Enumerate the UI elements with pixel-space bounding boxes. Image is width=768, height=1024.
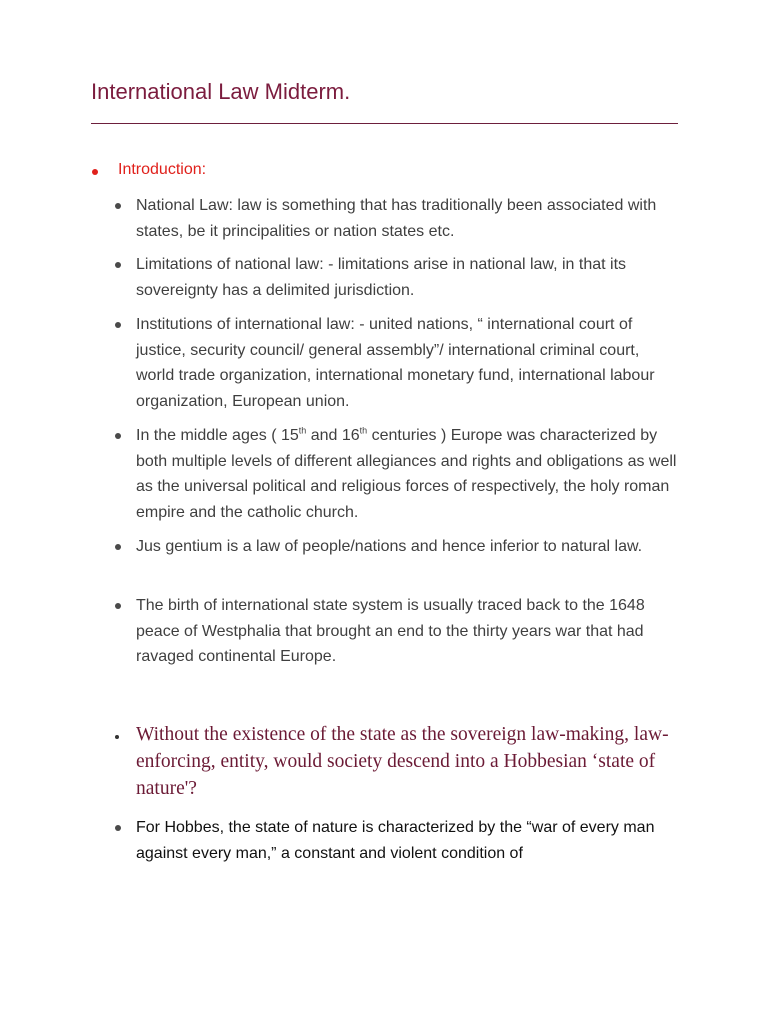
section-heading: Introduction: — [118, 161, 207, 178]
middle-ages-text-b: and 16 — [306, 427, 360, 444]
superscript-th: th — [298, 425, 307, 436]
middle-ages-text-c: centuries ) Europe was characterized by both multiple levels of different allegiances and rights and obligations as well as the universal political and religious forces of respectively, the holy roman empire and the catholic church. — [136, 427, 677, 521]
list-item-limitations: Limitations of national law: - limitations arise in national law, in that its sovereignty has a delimited jurisdiction. — [136, 256, 627, 299]
title-underline — [91, 123, 678, 124]
middle-ages-text-a: In the middle ages ( 15 — [136, 427, 299, 444]
list-item-hobbes: For Hobbes, the state of nature is characterized by the “war of every man against every man,” a constant and violent condition of — [136, 819, 655, 862]
bullet-icon — [115, 735, 119, 739]
question-heading: Without the existence of the state as the sovereign law-making, law-enforcing, entity, would society descend into a Hobbesian ‘state of nature'? — [136, 724, 669, 799]
document-title: International Law Midterm. — [91, 79, 351, 104]
bullet-icon — [115, 322, 121, 328]
list-item-jus-gentium: Jus gentium is a law of people/nations and hence inferior to natural law. — [136, 538, 643, 555]
list-item-national-law: National Law: law is something that has traditionally been associated with states, be it principalities or nation states etc. — [136, 197, 657, 240]
superscript-th: th — [359, 425, 368, 436]
list-item-westphalia: The birth of international state system is usually traced back to the 1648 peace of Westphalia that brought an end to the thirty years war that had ravaged continental Europe. — [136, 597, 645, 665]
bullet-icon — [115, 433, 121, 439]
list-item-institutions: Institutions of international law: - united nations, “ international court of justice, security council/ general assembly”/ international criminal court, world trade organization, international monetary fund, international labour organization, European union. — [136, 316, 655, 410]
bullet-icon — [115, 603, 121, 609]
bullet-icon — [115, 544, 121, 550]
bullet-icon — [115, 262, 121, 268]
bullet-icon — [92, 169, 98, 175]
bullet-icon — [115, 825, 121, 831]
bullet-icon — [115, 203, 121, 209]
list-item-middle-ages — [136, 423, 681, 525]
